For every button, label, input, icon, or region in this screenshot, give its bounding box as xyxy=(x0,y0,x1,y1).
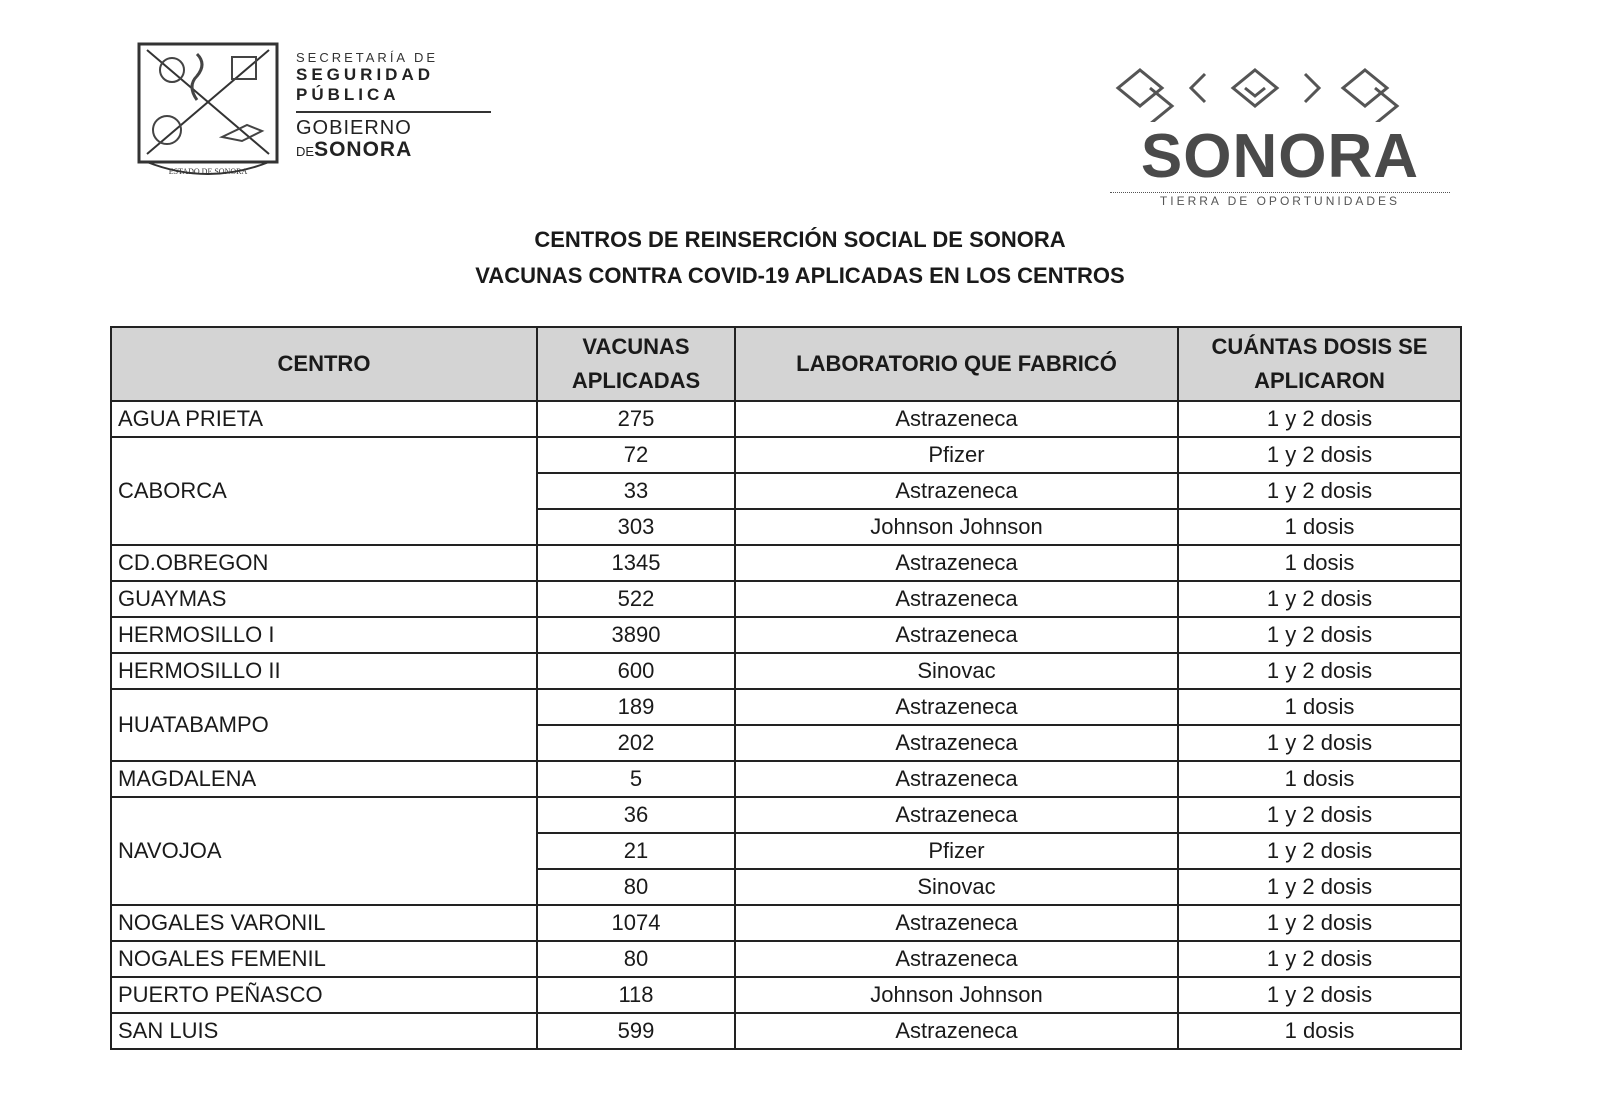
cell-dosis: 1 dosis xyxy=(1178,509,1461,545)
cell-laboratorio: Astrazeneca xyxy=(735,473,1178,509)
cell-laboratorio: Johnson Johnson xyxy=(735,977,1178,1013)
cell-centro: SAN LUIS xyxy=(111,1013,537,1049)
cell-laboratorio: Astrazeneca xyxy=(735,1013,1178,1049)
cell-vacunas: 5 xyxy=(537,761,735,797)
cell-laboratorio: Astrazeneca xyxy=(735,545,1178,581)
cell-dosis: 1 y 2 dosis xyxy=(1178,437,1461,473)
header-vacunas: VACUNAS APLICADAS xyxy=(537,327,735,401)
cell-vacunas: 1074 xyxy=(537,905,735,941)
vaccines-table xyxy=(110,326,1462,1050)
cell-dosis: 1 y 2 dosis xyxy=(1178,617,1461,653)
title-line2: VACUNAS CONTRA COVID-19 APLICADAS EN LOS CENTROS xyxy=(475,263,1125,288)
cell-dosis: 1 dosis xyxy=(1178,761,1461,797)
cell-vacunas: 21 xyxy=(537,833,735,869)
cell-centro: AGUA PRIETA xyxy=(111,401,537,437)
cell-dosis: 1 y 2 dosis xyxy=(1178,581,1461,617)
cell-centro: HERMOSILLO I xyxy=(111,617,537,653)
cell-dosis: 1 y 2 dosis xyxy=(1178,869,1461,905)
title-line1: CENTROS DE REINSERCIÓN SOCIAL DE SONORA xyxy=(534,227,1066,252)
cell-centro: GUAYMAS xyxy=(111,581,537,617)
gobierno-sonora: SONORA xyxy=(314,138,413,161)
cell-vacunas: 600 xyxy=(537,653,735,689)
header-divider xyxy=(296,111,491,113)
cell-laboratorio: Pfizer xyxy=(735,437,1178,473)
table-row xyxy=(111,977,1461,1013)
cell-dosis: 1 y 2 dosis xyxy=(1178,905,1461,941)
table-row xyxy=(111,761,1461,797)
cell-centro: CABORCA xyxy=(111,437,537,545)
cell-vacunas: 1345 xyxy=(537,545,735,581)
secretaria-line2: SEGURIDAD xyxy=(296,65,435,84)
sonora-pattern-icon xyxy=(1110,60,1450,122)
cell-dosis: 1 y 2 dosis xyxy=(1178,473,1461,509)
cell-laboratorio: Astrazeneca xyxy=(735,941,1178,977)
cell-laboratorio: Astrazeneca xyxy=(735,905,1178,941)
cell-dosis: 1 dosis xyxy=(1178,689,1461,725)
state-crest-logo xyxy=(137,42,279,180)
gobierno-de: DE xyxy=(296,144,315,159)
gobierno-line1: GOBIERNO xyxy=(296,117,412,139)
table-row xyxy=(111,797,1461,833)
cell-dosis: 1 y 2 dosis xyxy=(1178,401,1461,437)
cell-laboratorio: Astrazeneca xyxy=(735,725,1178,761)
cell-vacunas: 189 xyxy=(537,689,735,725)
sonora-brand-word: SONORA xyxy=(1140,122,1420,191)
gobierno-line2 xyxy=(296,139,496,163)
cell-vacunas: 599 xyxy=(537,1013,735,1049)
cell-vacunas: 36 xyxy=(537,797,735,833)
cell-vacunas: 303 xyxy=(537,509,735,545)
cell-laboratorio: Astrazeneca xyxy=(735,797,1178,833)
cell-laboratorio: Astrazeneca xyxy=(735,689,1178,725)
cell-laboratorio: Astrazeneca xyxy=(735,401,1178,437)
cell-dosis: 1 y 2 dosis xyxy=(1178,725,1461,761)
table-row xyxy=(111,653,1461,689)
document-titles xyxy=(0,222,1600,294)
sonora-brand-tagline: TIERRA DE OPORTUNIDADES xyxy=(1110,192,1450,208)
cell-laboratorio: Astrazeneca xyxy=(735,581,1178,617)
table-row xyxy=(111,437,1461,473)
header-laboratorio: LABORATORIO QUE FABRICÓ xyxy=(735,327,1178,401)
table-row xyxy=(111,545,1461,581)
cell-laboratorio: Johnson Johnson xyxy=(735,509,1178,545)
cell-centro: NOGALES VARONIL xyxy=(111,905,537,941)
cell-laboratorio: Pfizer xyxy=(735,833,1178,869)
cell-dosis: 1 dosis xyxy=(1178,1013,1461,1049)
cell-centro: HERMOSILLO II xyxy=(111,653,537,689)
table-row xyxy=(111,905,1461,941)
cell-dosis: 1 dosis xyxy=(1178,545,1461,581)
cell-centro: CD.OBREGON xyxy=(111,545,537,581)
cell-vacunas: 118 xyxy=(537,977,735,1013)
table-body xyxy=(111,401,1461,1049)
cell-laboratorio: Astrazeneca xyxy=(735,617,1178,653)
crest-label: ESTADO DE SONORA xyxy=(168,167,248,176)
cell-centro: MAGDALENA xyxy=(111,761,537,797)
table-row xyxy=(111,941,1461,977)
table-row xyxy=(111,401,1461,437)
cell-laboratorio: Astrazeneca xyxy=(735,761,1178,797)
cell-vacunas: 275 xyxy=(537,401,735,437)
sonora-brand-logo xyxy=(1110,60,1450,208)
cell-dosis: 1 y 2 dosis xyxy=(1178,977,1461,1013)
cell-vacunas: 33 xyxy=(537,473,735,509)
cell-vacunas: 80 xyxy=(537,941,735,977)
table-row xyxy=(111,1013,1461,1049)
cell-vacunas: 80 xyxy=(537,869,735,905)
cell-dosis: 1 y 2 dosis xyxy=(1178,797,1461,833)
cell-laboratorio: Sinovac xyxy=(735,653,1178,689)
cell-laboratorio: Sinovac xyxy=(735,869,1178,905)
header-dosis: CUÁNTAS DOSIS SE APLICARON xyxy=(1178,327,1461,401)
table-row xyxy=(111,689,1461,725)
cell-vacunas: 202 xyxy=(537,725,735,761)
secretaria-line3: PÚBLICA xyxy=(296,85,400,104)
table-row xyxy=(111,617,1461,653)
cell-vacunas: 72 xyxy=(537,437,735,473)
cell-dosis: 1 y 2 dosis xyxy=(1178,833,1461,869)
cell-centro: NOGALES FEMENIL xyxy=(111,941,537,977)
cell-centro: HUATABAMPO xyxy=(111,689,537,761)
cell-dosis: 1 y 2 dosis xyxy=(1178,941,1461,977)
cell-dosis: 1 y 2 dosis xyxy=(1178,653,1461,689)
header-centro: CENTRO xyxy=(111,327,537,401)
cell-vacunas: 3890 xyxy=(537,617,735,653)
table-header-row xyxy=(111,327,1461,401)
cell-centro: PUERTO PEÑASCO xyxy=(111,977,537,1013)
cell-centro: NAVOJOA xyxy=(111,797,537,905)
secretaria-block xyxy=(296,50,496,163)
cell-vacunas: 522 xyxy=(537,581,735,617)
secretaria-line1: SECRETARÍA DE xyxy=(296,50,439,65)
table-row xyxy=(111,581,1461,617)
